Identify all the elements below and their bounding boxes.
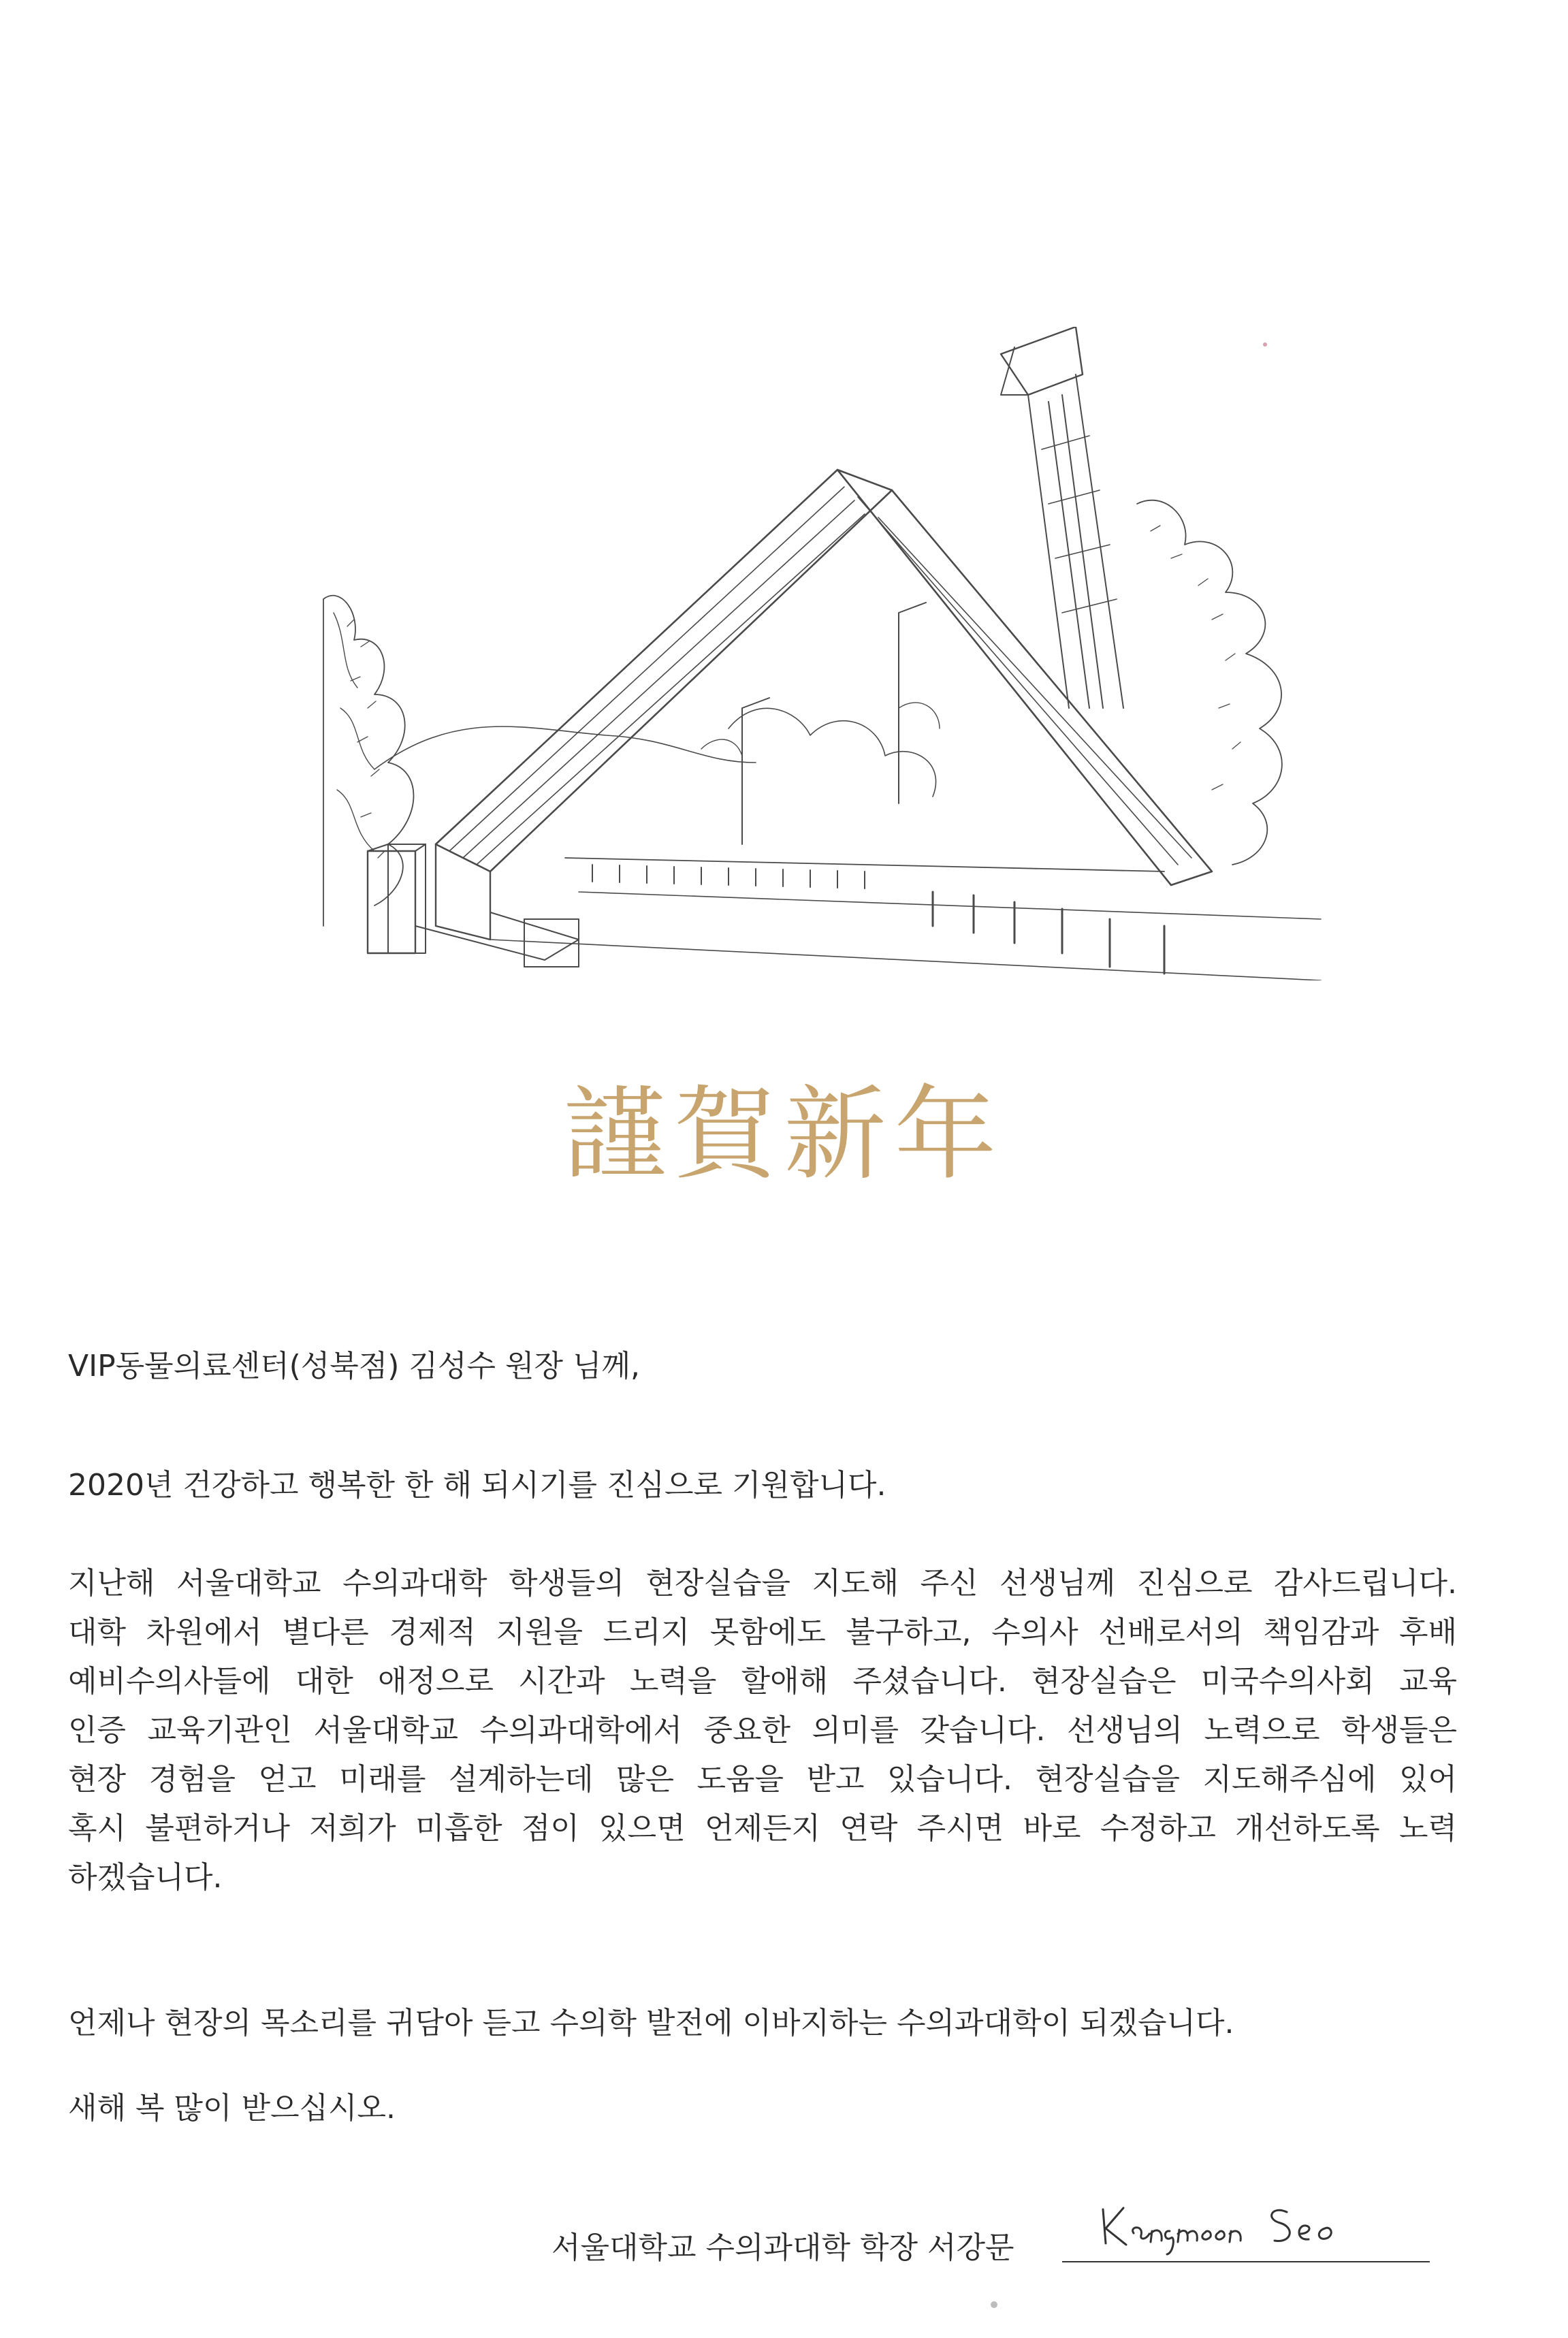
paragraph-line: 인증 교육기관인 서울대학교 수의과대학에서 중요한 의미를 갖습니다. 선생님의 노력으로 학생들은 xyxy=(68,1713,1457,1748)
gratitude-paragraph xyxy=(68,1559,1457,1902)
paragraph-line: 혹시 불편하거나 저희가 미흡한 점이 있으면 언제든지 연락 주시면 바로 수정하고 개선하도록 노력 xyxy=(68,1811,1457,1846)
paragraph-line: 현장 경험을 얻고 미래를 설계하는데 많은 도움을 받고 있습니다. 현장실습을 지도해주심에 있어 xyxy=(68,1762,1457,1797)
paragraph-line: 예비수의사들에 대한 애정으로 시간과 노력을 할애해 주셨습니다. 현장실습은 미국수의사회 교육 xyxy=(68,1664,1457,1699)
new-year-wish: 2020년 건강하고 행복한 한 해 되시기를 진심으로 기원합니다. xyxy=(68,1468,886,1503)
paragraph-line: 대학 차원에서 별다른 경제적 지원을 드리지 못함에도 불구하고, 수의사 선배로서의 책임감과 후배 xyxy=(68,1615,1457,1650)
closing-commitment: 언제나 현장의 목소리를 귀담아 듣고 수의학 발전에 이바지하는 수의과대학이 되겠습니다. xyxy=(68,2006,1234,2040)
handwritten-signature xyxy=(1096,2196,1382,2264)
recipient-greeting: VIP동물의료센터(성북점) 김성수 원장 님께, xyxy=(68,1349,640,1383)
closing-blessing: 새해 복 많이 받으십시오. xyxy=(68,2091,396,2126)
new-year-title: 謹賀新年 xyxy=(563,1076,1005,1194)
scan-speck xyxy=(1263,342,1267,347)
signature-block xyxy=(551,2196,1437,2271)
signature-line xyxy=(1062,2261,1430,2262)
paragraph-line: 지난해 서울대학교 수의과대학 학생들의 현장실습을 지도해 주신 선생님께 진심으로 감사드립니다. xyxy=(68,1566,1457,1601)
scan-speck xyxy=(991,2301,997,2308)
gate-sketch-illustration xyxy=(320,327,1334,980)
signer-name: 서울대학교 수의과대학 학장 서강문 xyxy=(551,2230,1014,2265)
paragraph-line: 하겠습니다. xyxy=(68,1860,223,1895)
